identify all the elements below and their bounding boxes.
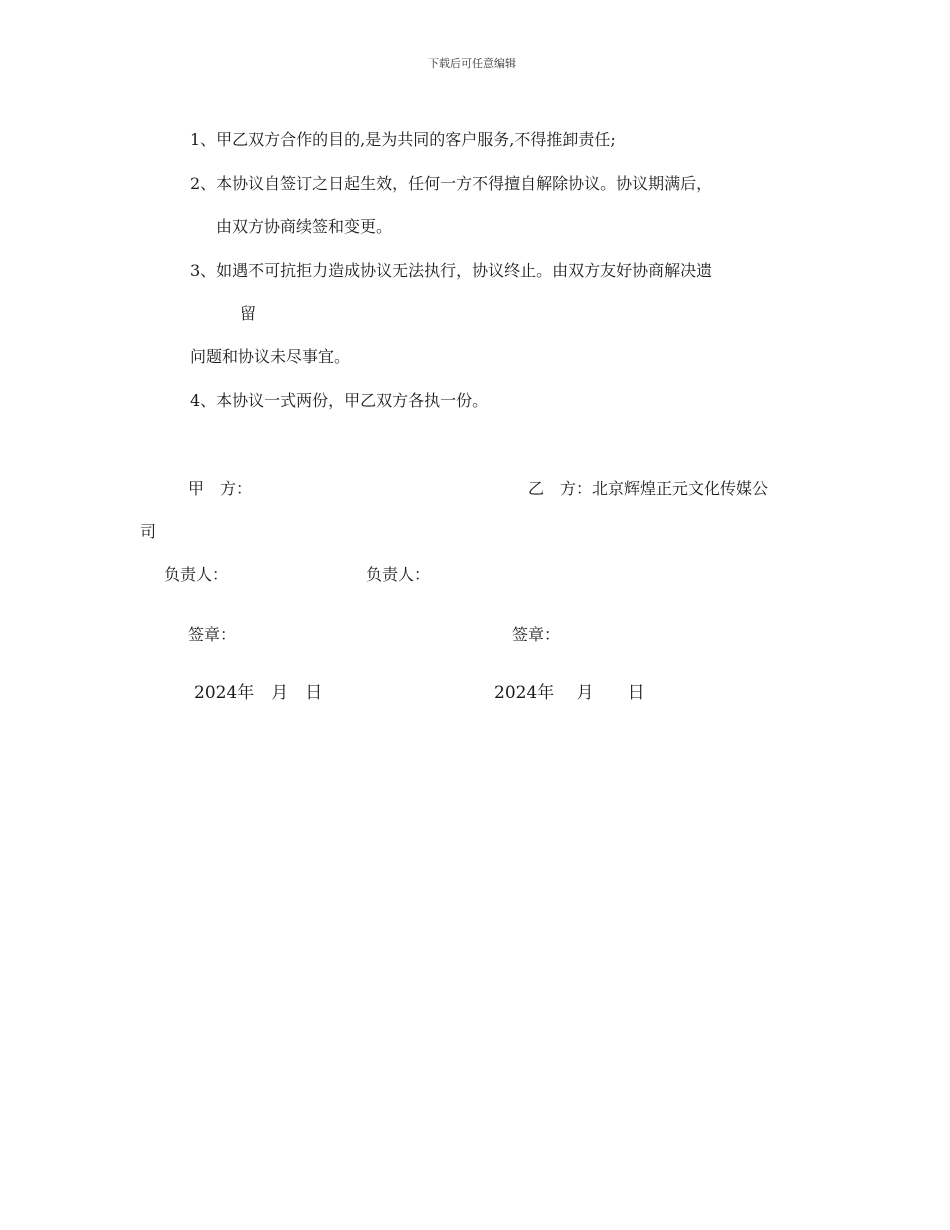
seal-a-label: 签章：: [188, 625, 237, 644]
party-b-label-wrap: 司: [140, 522, 157, 541]
clause-1: 1、甲乙双方合作的目的,是为共同的客户服务,不得推卸责任;: [190, 130, 616, 149]
clause-2-line-2: 由双方协商续签和变更。: [216, 217, 393, 236]
clause-4: 4、本协议一式两份，甲乙双方各执一份。: [190, 391, 489, 410]
clause-3-line-2: 留: [240, 304, 257, 323]
responsible-b-label: 负责人：: [366, 565, 431, 584]
header-note: 下载后可任意编辑: [428, 57, 516, 70]
clause-2-line-1: 2、本协议自签订之日起生效，任何一方不得擅自解除协议。协议期满后，: [190, 174, 713, 193]
date-a: 2024年 月 日: [194, 683, 323, 703]
clause-3-line-3: 问题和协议未尽事宜。: [190, 347, 351, 366]
clause-3-line-1: 3、如遇不可抗拒力造成协议无法执行，协议终止。由双方友好协商解决遗: [190, 261, 713, 280]
date-b: 2024年 月 日: [494, 683, 645, 703]
party-a-label: 甲 方：: [188, 479, 253, 498]
party-b-label: 乙 方：北京辉煌正元文化传媒公: [528, 479, 769, 498]
responsible-a-label: 负责人：: [164, 565, 229, 584]
seal-b-label: 签章：: [512, 625, 561, 644]
